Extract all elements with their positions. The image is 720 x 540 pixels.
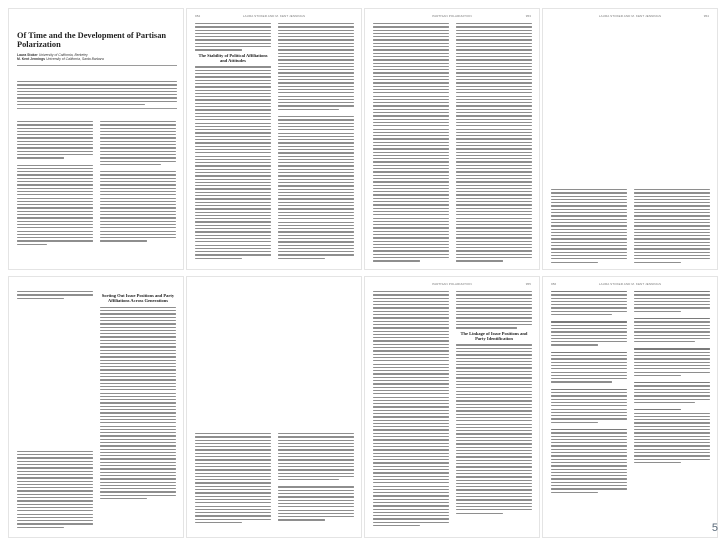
page-5 <box>8 276 184 538</box>
page-2-col-b <box>278 23 354 261</box>
page-6-col-b <box>278 433 354 523</box>
running-head: LAURA STOKER AND M. KENT JENNINGS <box>598 282 662 286</box>
page-2 <box>186 8 362 270</box>
page-4-col-b <box>634 189 710 265</box>
page-7 <box>364 276 540 538</box>
page-3 <box>364 8 540 270</box>
slide-number: 5 <box>711 522 718 534</box>
running-head: PARTISAN POLARIZATION <box>432 282 472 286</box>
page-3-col-b <box>456 23 532 264</box>
section-heading: Sorting Out Issue Positions and Party Affiliations Across Generations <box>101 293 175 304</box>
page-6-col-a <box>195 433 271 525</box>
page-number: 952 <box>195 14 201 18</box>
page-1 <box>8 8 184 270</box>
page-4-col-a <box>551 189 627 265</box>
author-2: M. Kent Jennings University of California, Santa Barbara <box>17 57 104 62</box>
page-5-col-a <box>17 291 93 530</box>
page-5-col-b <box>100 291 176 501</box>
running-head: LAURA STOKER AND M. KENT JENNINGS <box>598 14 662 18</box>
page-3-col-a <box>373 23 449 264</box>
running-head: LAURA STOKER AND M. KENT JENNINGS <box>242 14 306 18</box>
abstract <box>17 81 177 112</box>
page-8-col-a <box>551 291 627 495</box>
page-4 <box>542 8 718 270</box>
page-7-col-b <box>456 291 532 516</box>
author-1: Laura Stoker University of California, Berkeley <box>17 53 88 57</box>
page-6 <box>186 276 362 538</box>
page-2-col-a <box>195 23 271 261</box>
page-number: 954 <box>703 14 709 18</box>
article-title: Of Time and the Development of Partisan Polarization <box>17 31 167 49</box>
page-1-col-a <box>17 121 93 247</box>
page-7-col-a <box>373 291 449 528</box>
section-heading: The Linkage of Issue Positions and Party Identification <box>460 330 528 341</box>
page-8 <box>542 276 718 538</box>
page-number: 953 <box>525 14 531 18</box>
page-number: 956 <box>551 282 557 286</box>
page-8-col-b <box>634 291 710 465</box>
page-1-col-b <box>100 121 176 244</box>
running-head: PARTISAN POLARIZATION <box>432 14 472 18</box>
section-heading: The Stability of Political Affiliations and Attitudes <box>198 52 268 64</box>
page-number: 955 <box>525 282 531 286</box>
